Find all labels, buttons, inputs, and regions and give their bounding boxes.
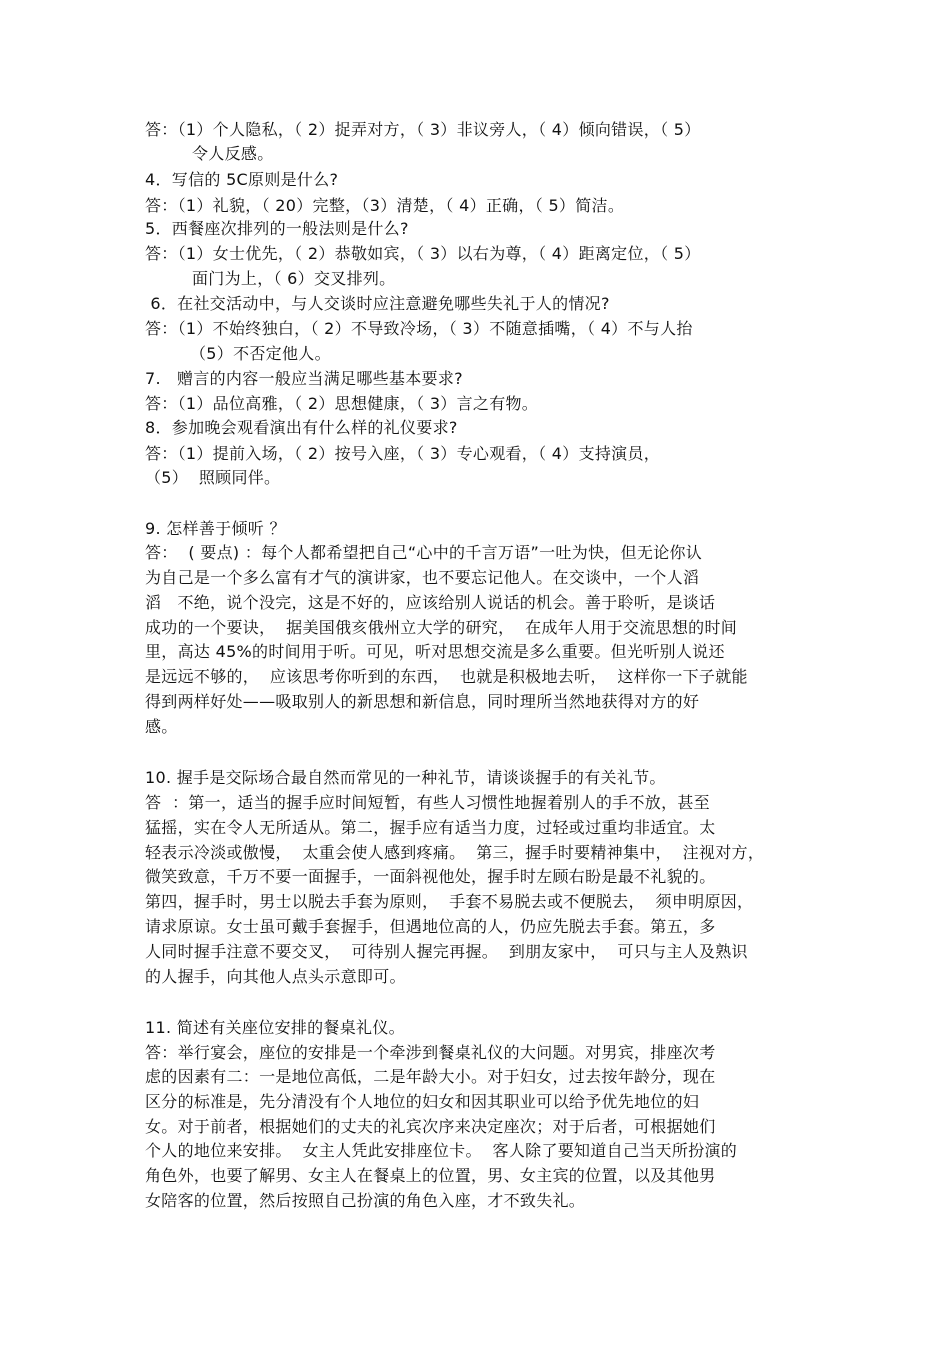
answer-line: 微笑致意，千万不要一面握手，一面斜视他处，握手时左顾右盼是最不礼貌的。 bbox=[145, 867, 716, 886]
answer-line: 角色外，也要了解男、女主人在餐桌上的位置，男、女主宾的位置，以及其他男 bbox=[145, 1166, 716, 1185]
answer-line: 答：（1）女士优先，（ 2）恭敬如宾，（ 3）以右为尊，（ 4）距离定位，（ 5） bbox=[145, 244, 701, 263]
answer-line: 区分的标准是，先分清没有个人地位的妇女和因其职业可以给予优先地位的妇 bbox=[145, 1092, 700, 1111]
question-line: 11. 简述有关座位安排的餐桌礼仪。 bbox=[145, 1018, 405, 1037]
answer-line: （5） 照顾同伴。 bbox=[145, 468, 281, 487]
answer-line: 答： ( 要点) ：每个人都希望把自己“心中的千言万语”一吐为快，但无论你认 bbox=[145, 543, 703, 562]
answer-line: 女。对于前者，根据她们的丈夫的礼宾次序来决定座次；对于后者，可根据她们 bbox=[145, 1117, 716, 1136]
answer-line: 的人握手，向其他人点头示意即可。 bbox=[145, 967, 406, 986]
question-line: 9. 怎样善于倾听 ？ bbox=[145, 519, 286, 538]
answer-line: 请求原谅。女士虽可戴手套握手，但遇地位高的人，仍应先脱去手套。第五，多 bbox=[145, 917, 716, 936]
answer-line: 感。 bbox=[145, 717, 178, 736]
answer-line: 虑的因素有二：一是地位高低，二是年龄大小。对于妇女，过去按年龄分，现在 bbox=[145, 1067, 716, 1086]
answer-line: （5）不否定他人。 bbox=[190, 344, 331, 363]
answer-line: 答：（1）品位高雅，（ 2）思想健康，（ 3）言之有物。 bbox=[145, 394, 539, 413]
question-line: 10. 握手是交际场合最自然而常见的一种礼节，请谈谈握手的有关礼节。 bbox=[145, 768, 666, 787]
question-line: 5．西餐座次排列的一般法则是什么? bbox=[145, 219, 409, 238]
answer-line: 答：（1）不始终独白，（ 2）不导致冷场，（ 3）不随意插嘴，（ 4）不与人抬 bbox=[145, 319, 693, 338]
answer-line: 为自己是一个多么富有才气的演讲家，也不要忘记他人。在交谈中，一个人滔 bbox=[145, 568, 700, 587]
answer-line: 猛摇，实在令人无所适从。第二，握手应有适当力度，过轻或过重均非适宜。太 bbox=[145, 818, 716, 837]
answer-line: 答：（1）礼貌，（ 20）完整，（3）清楚，（ 4）正确，（ 5）简洁。 bbox=[145, 196, 625, 215]
answer-line: 个人的地位来安排。 女主人凭此安排座位卡。 客人除了要知道自己当天所扮演的 bbox=[145, 1141, 738, 1160]
answer-line: 得到两样好处——吸取别人的新思想和新信息，同时理所当然地获得对方的好 bbox=[145, 692, 700, 711]
answer-line: 答：（1）提前入场，（ 2）按号入座，（ 3）专心观看，（ 4）支持演员， bbox=[145, 444, 661, 463]
answer-line: 成功的一个要诀， 据美国俄亥俄州立大学的研究， 在成年人用于交流思想的时间 bbox=[145, 618, 738, 637]
question-line: 6．在社交活动中，与人交谈时应注意避免哪些失礼于人的情况? bbox=[145, 294, 610, 313]
answer-line: 轻表示冷淡或傲慢， 太重会使人感到疼痛。 第三，握手时要精神集中， 注视对方， bbox=[145, 843, 765, 862]
answer-line: 是远远不够的， 应该思考你听到的东西， 也就是积极地去听， 这样你一下子就能 bbox=[145, 667, 748, 686]
answer-line: 女陪客的位置，然后按照自己扮演的角色入座，才不致失礼。 bbox=[145, 1191, 586, 1210]
answer-line: 第四，握手时，男士以脱去手套为原则， 手套不易脱去或不便脱去， 须申明原因， bbox=[145, 892, 754, 911]
answer-line: 里，高达 45%的时间用于听。可见，听对思想交流是多么重要。但光听别人说还 bbox=[145, 642, 725, 661]
answer-line: 答 ：第一，适当的握手应时间短暂，有些人习惯性地握着别人的手不放，甚至 bbox=[145, 793, 710, 812]
question-line: 4．写信的 5C原则是什么? bbox=[145, 170, 339, 189]
answer-line: 答：（1）个人隐私，（ 2）捉弄对方，（ 3）非议旁人，（ 4）倾向错误，（ 5） bbox=[145, 120, 701, 139]
answer-line: 人同时握手注意不要交叉， 可待别人握完再握。 到朋友家中， 可只与主人及熟识 bbox=[145, 942, 748, 961]
answer-line: 面门为上，（ 6）交叉排列。 bbox=[192, 269, 396, 288]
question-line: 7. 赠言的内容一般应当满足哪些基本要求? bbox=[145, 369, 463, 388]
answer-line: 令人反感。 bbox=[192, 144, 274, 163]
answer-line: 答：举行宴会，座位的安排是一个牵涉到餐桌礼仪的大问题。对男宾，排座次考 bbox=[145, 1043, 716, 1062]
question-line: 8．参加晚会观看演出有什么样的礼仪要求? bbox=[145, 418, 458, 437]
answer-line: 滔 不绝，说个没完，这是不好的，应该给别人说话的机会。善于聆听，是谈话 bbox=[145, 593, 716, 612]
